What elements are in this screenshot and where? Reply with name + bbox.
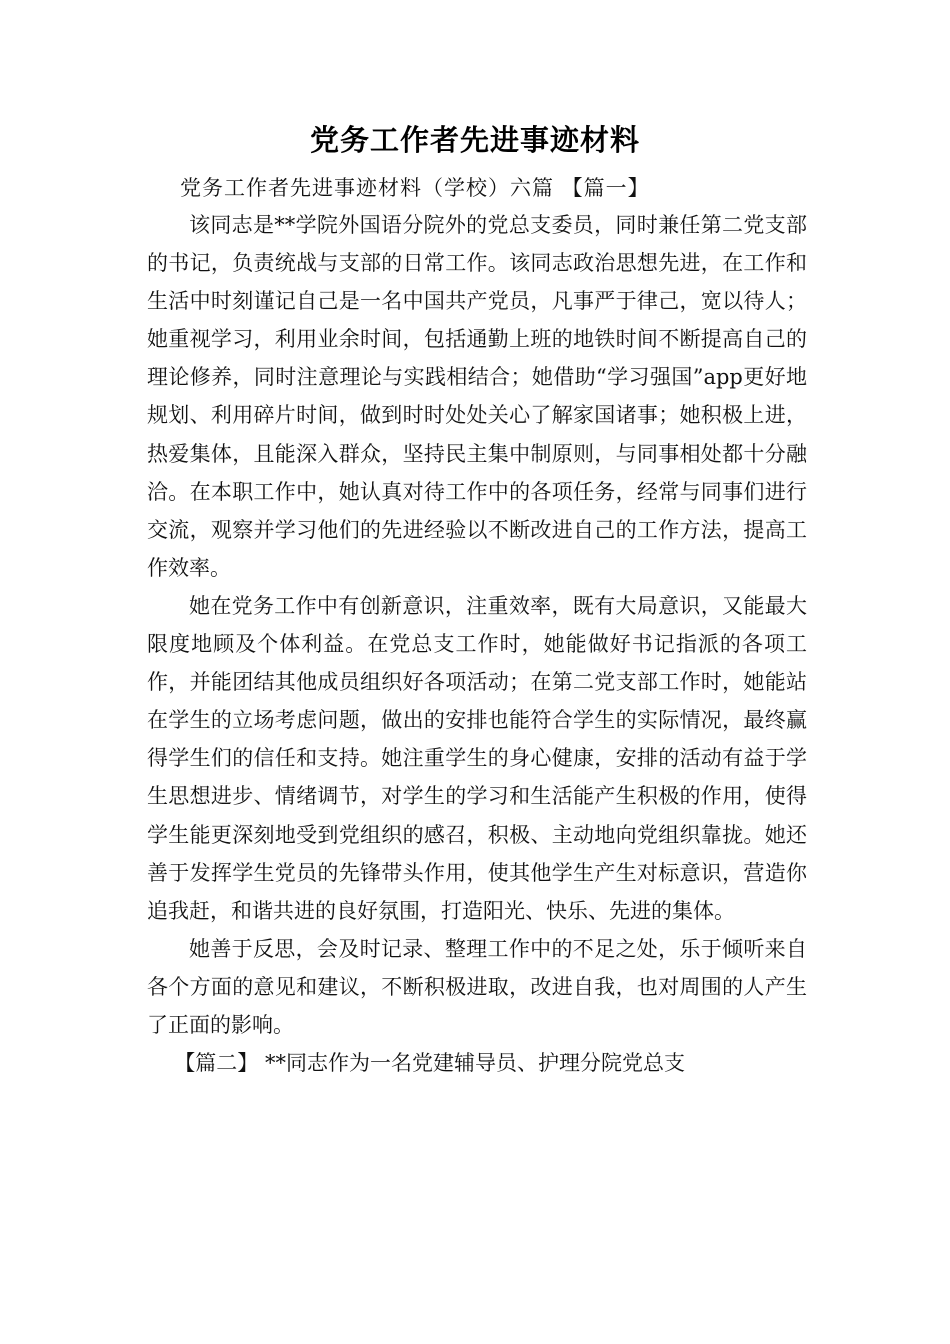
document-body	[147, 206, 807, 1082]
paragraph-3: 她善于反思，会及时记录、整理工作中的不足之处，乐于倾听来自各个方面的意见和建议，不断积极进取，改进自我，也对周围的人产生了正面的影响。	[147, 936, 807, 1037]
paragraph-4: 【篇二】 **同志作为一名党建辅导员、护理分院党总支	[174, 1051, 685, 1076]
document-subtitle: 党务工作者先进事迹材料（学校）六篇 【篇一】	[180, 176, 650, 200]
paragraph-1: 该同志是**学院外国语分院外的党总支委员，同时兼任第二党支部的书记，负责统战与支部的日常工作。该同志政治思想先进，在工作和生活中时刻谨记自己是一名中国共产党员，凡事严于律己，宽以待人；她重视学习，利用业余时间，包括通勤上班的地铁时间不断提高自己的理论修养，同时注意理论与实践相结合；她借助“学习强国”app更好地规划、利用碎片时间，做到时时处处关心了解家国诸事；她积极上进，热爱集体，且能深入群众，坚持民主集中制原则，与同事相处都十分融洽。在本职工作中，她认真对待工作中的各项任务，经常与同事们进行交流，观察并学习他们的先进经验以不断改进自己的工作方法，提高工作效率。	[147, 213, 807, 580]
paragraph-2: 她在党务工作中有创新意识，注重效率，既有大局意识，又能最大限度地顾及个体利益。在党总支工作时，她能做好书记指派的各项工作，并能团结其他成员组织好各项活动；在第二党支部工作时，她能站在学生的立场考虑问题，做出的安排也能符合学生的实际情况，最终赢得学生们的信任和支持。她注重学生的身心健康，安排的活动有益于学生思想进步、情绪调节，对学生的学习和生活能产生积极的作用，使得学生能更深刻地受到党组织的感召，积极、主动地向党组织靠拢。她还善于发挥学生党员的先锋带头作用，使其他学生产生对标意识，营造你追我赶，和谐共进的良好氛围，打造阳光、快乐、先进的集体。	[147, 593, 807, 923]
document-title: 党务工作者先进事迹材料	[309, 123, 640, 157]
